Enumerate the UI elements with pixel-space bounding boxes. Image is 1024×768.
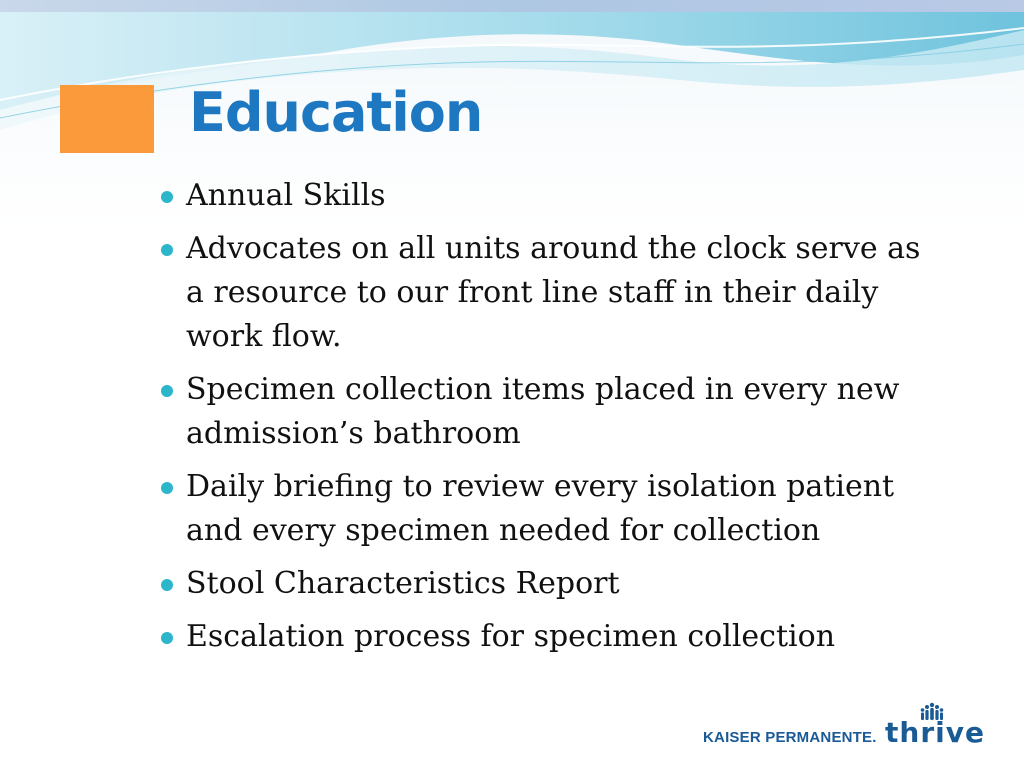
bullet-text: Stool Characteristics Report	[186, 566, 620, 601]
bullet-item	[160, 465, 940, 553]
bullet-text: Annual Skills	[186, 178, 386, 213]
bullet-dot-icon	[161, 191, 173, 203]
bullet-dot-icon	[161, 482, 173, 494]
bullet-text: Escalation process for specimen collection	[186, 619, 836, 654]
kaiser-permanente-logo	[697, 700, 985, 750]
bullet-item	[160, 615, 940, 659]
bullet-item	[160, 368, 940, 456]
bullet-dot-icon	[161, 632, 173, 644]
slide-title: Education	[189, 81, 483, 144]
bullet-dot-icon	[161, 579, 173, 591]
bullet-dot-icon	[161, 244, 173, 256]
bullet-list	[160, 174, 940, 668]
logo-brand-text: KAISER PERMANENTE.	[703, 729, 877, 746]
logo-thrive-text: thrive	[885, 716, 985, 749]
bullet-item	[160, 562, 940, 606]
title-accent-square	[60, 85, 154, 153]
bullet-text: Specimen collection items placed in every new admission’s bathroom	[186, 372, 900, 451]
bullet-item	[160, 227, 940, 359]
bullet-dot-icon	[161, 385, 173, 397]
bullet-text: Daily briefing to review every isolation patient and every specimen needed for collection	[186, 469, 895, 548]
bullet-item	[160, 174, 940, 218]
bullet-text: Advocates on all units around the clock serve as a resource to our front line staff in their daily work flow.	[186, 231, 921, 354]
top-band	[0, 0, 1024, 12]
